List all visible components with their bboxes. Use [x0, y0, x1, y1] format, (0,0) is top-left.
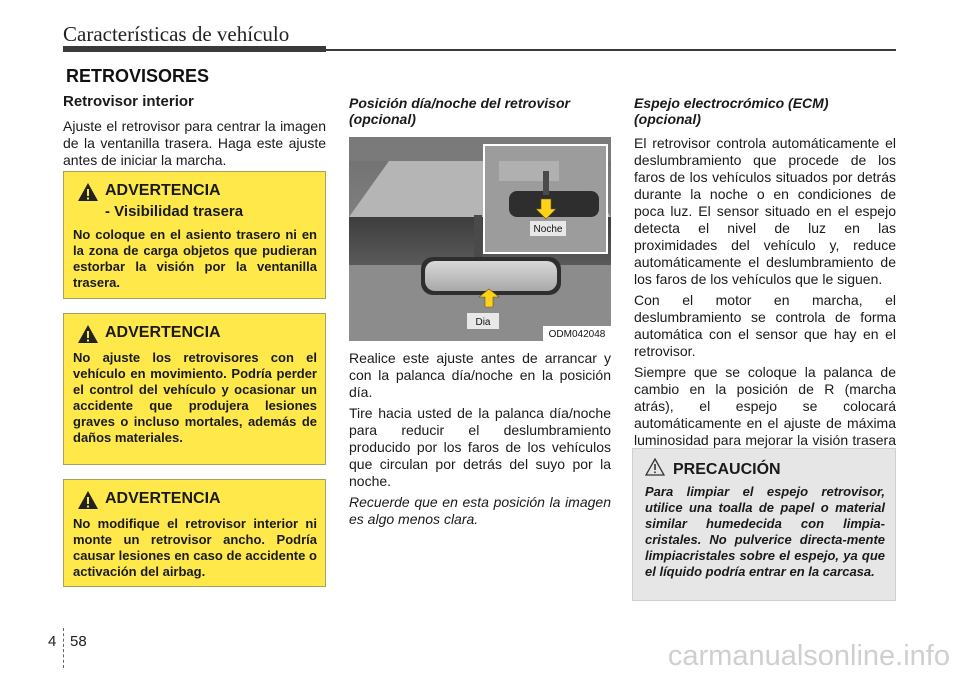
ecm-paragraph: Siempre que se coloque la palanca de cambio en la posición de R (marcha atrás), el espejo se colocará automáticamente en el ajuste de máxima luminosidad para mejorar la visión trasera: [634, 364, 896, 448]
column-ecm: [634, 95, 896, 470]
section-title: RETROVISORES: [66, 66, 210, 86]
day-night-heading: Posición día/noche del retrovisor (opcional): [349, 95, 570, 127]
warning-box-rear-visibility: [63, 171, 326, 299]
interior-mirror-heading: Retrovisor interior: [63, 93, 194, 110]
label-day: Dia: [475, 317, 491, 328]
page-divider: [63, 628, 65, 668]
figure-code: ODM042048: [548, 329, 606, 340]
watermark: carmanualsonline.info: [667, 640, 950, 672]
ecm-paragraph: Con el motor en marcha, el deslumbramiento se controla de forma automática con el sensor que hay en el retrovisor.: [634, 292, 896, 359]
warning-subtitle: - Visibilidad trasera: [105, 203, 244, 220]
warning-box-no-modify: [63, 479, 326, 587]
interior-mirror-paragraph: Ajuste el retrovisor para centrar la imagen de la ventanilla trasera. Haga este ajuste antes de iniciar la marcha.: [63, 118, 326, 168]
rear-view-mirror-illustration: [349, 137, 611, 341]
label-night: Noche: [533, 224, 563, 235]
day-night-paragraph: Realice este ajuste antes de arrancar y con la palanca día/noche en la posición día.: [349, 350, 611, 400]
warning-title: ADVERTENCIA: [105, 490, 221, 507]
warning-triangle-icon: [77, 490, 99, 510]
column-interior-mirror: [63, 93, 326, 173]
day-night-paragraph: Tire hacia usted de la palanca día/noche para reducir el deslumbramiento producido por los faros de los vehículos que circulan por detrás del suyo por la noche.: [349, 405, 611, 489]
ecm-paragraph: El retrovisor controla automáticamente el deslumbramiento que procede de los faros de los vehículos situados por detrás durante la noche o en condiciones de poca luz. El sensor situado en el espejo detecta el nivel de luz en las proximidades del vehículo y, reduce automáticamente el deslumbramiento de los faros de los vehículos que le siguen.: [634, 135, 896, 287]
warning-body: No coloque en el asiento trasero ni en la zona de carga objetos que pudieran estorbar la visión por la ventanilla trasera.: [73, 227, 317, 290]
warning-triangle-icon: [77, 324, 99, 344]
column-day-night: [349, 95, 611, 135]
ecm-heading: Espejo electrocrómico (ECM) (opcional): [634, 95, 829, 127]
mirror-photo: [349, 137, 611, 341]
caution-box: [632, 448, 896, 601]
warning-title: ADVERTENCIA: [105, 182, 221, 199]
warning-body: No modifique el retrovisor interior ni monte un retrovisor ancho. Podría causar lesiones en caso de accidente o activación del airbag.: [73, 516, 317, 579]
caution-triangle-icon: [645, 458, 665, 476]
warning-box-no-adjust-moving: [63, 313, 326, 465]
caution-title: PRECAUCIÓN: [673, 461, 781, 478]
chapter-number: 4: [48, 633, 57, 650]
header-rule-thick: [63, 46, 326, 52]
day-night-text: [349, 350, 611, 532]
caution-body: Para limpiar el espejo retrovisor, utilice una toalla de papel o material similar humedecida con limpia-cristales. No pulverice directa-mente limpiacristales sobre el espejo, ya que el líquido podría entrar en la carcasa.: [645, 484, 885, 579]
header-rule-thin: [326, 49, 896, 51]
warning-title: ADVERTENCIA: [105, 324, 221, 341]
warning-triangle-icon: [77, 182, 99, 202]
page-number: 58: [70, 633, 87, 650]
warning-body: No ajuste los retrovisores con el vehículo en movimiento. Podría perder el control del vehículo y ocasionar un accidente que produjera lesiones graves o incluso mortales, además de daños materiales.: [73, 350, 317, 445]
header-title: Características de vehículo: [63, 22, 290, 46]
day-night-note: Recuerde que en esta posición la imagen es algo menos clara.: [349, 494, 611, 527]
